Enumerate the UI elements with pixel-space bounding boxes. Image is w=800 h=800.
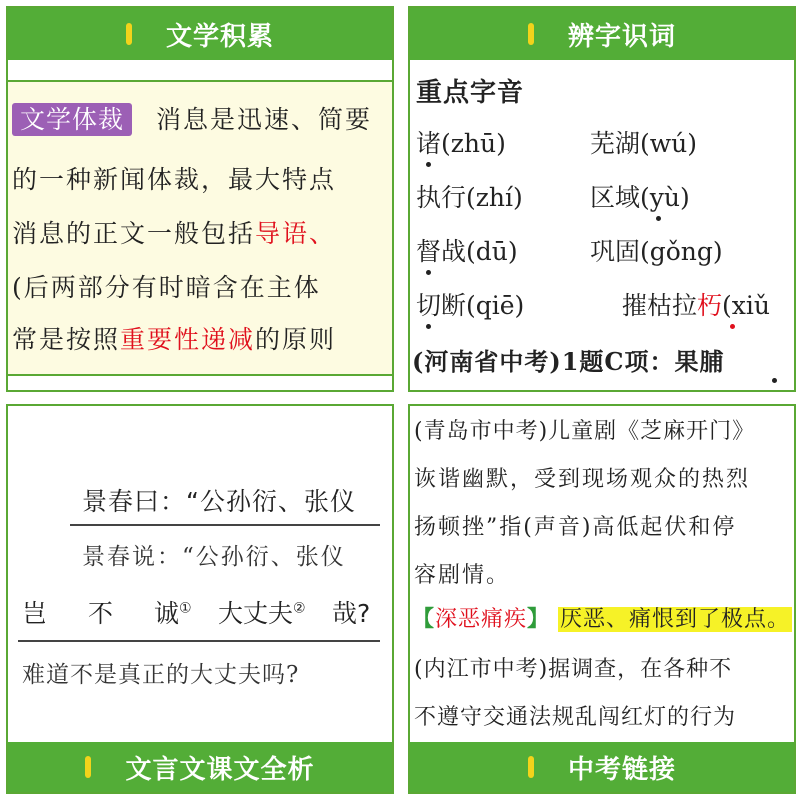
footer-title: 文言文课文全析: [125, 754, 315, 785]
exam-line: (河南省中考)1题C项：果脯: [412, 347, 725, 376]
text: 的原则: [255, 325, 337, 354]
header-title: 文学积累: [165, 21, 274, 52]
word: 岂: [22, 599, 48, 628]
emphasis-dot: [426, 324, 431, 329]
yellow-marker: [528, 23, 534, 45]
yellow-marker: [528, 756, 534, 778]
word: [218, 594, 306, 630]
header-title: 辨字识词: [567, 21, 676, 52]
bracket: 】: [527, 606, 551, 632]
emphasis-dot: [730, 324, 735, 329]
footnote-marker: ②: [293, 600, 306, 617]
text: 的一种新闻体裁，最大特点: [12, 165, 337, 194]
text: 摧枯拉: [622, 291, 698, 320]
text-line: 扬顿挫”指(声音)高低起伏和停: [414, 515, 737, 540]
highlight-text: 重要性递减: [120, 325, 256, 354]
text-line: (青岛市中考)儿童剧《芝麻开门》: [414, 419, 756, 444]
text: (后两部分有时暗含在主体: [12, 273, 321, 302]
footnote-marker: ①: [179, 600, 192, 617]
text-line-3: [12, 214, 336, 250]
word-row: [22, 594, 384, 634]
translation-line: 景春说：“公孙衍、张仪: [82, 544, 346, 570]
highlight-text: 导语、: [255, 219, 337, 248]
text-line: 容剧情。: [414, 563, 511, 588]
yellow-marker: [126, 23, 132, 45]
word: [154, 594, 192, 630]
panel-characters: [408, 6, 796, 392]
text-line: 不遵守交通法规乱闯红灯的行为: [414, 705, 737, 730]
idiom-meaning: 厌恶、痛恨到了极点。: [560, 607, 791, 632]
text: 诚: [154, 599, 180, 628]
bracket: 【: [412, 606, 436, 632]
pinyin-entry: 区域(yù): [590, 183, 690, 212]
footer-title: 中考链接: [567, 754, 676, 785]
divider: [70, 524, 380, 526]
translation-line: 难道不是真正的大丈夫吗?: [22, 662, 300, 688]
text: 消息是迅速、简要: [155, 105, 372, 134]
text-line-4: [12, 268, 321, 304]
text: 大丈夫: [218, 599, 294, 628]
emphasis-dot: [426, 270, 431, 275]
genre-tag: 文学体裁: [12, 103, 132, 136]
idiom-word: 深恶痛疾: [435, 607, 528, 632]
pinyin-entry: [622, 286, 770, 322]
text-line-5: [12, 320, 336, 356]
word: 不: [88, 599, 114, 628]
text-line-1: [12, 100, 372, 136]
word: 哉?: [332, 599, 371, 628]
pinyin-entry: 督战(dū): [416, 237, 518, 266]
text-line: (内江市中考)据调查，在各种不: [414, 657, 733, 682]
panel-footer: [8, 742, 392, 792]
yellow-marker: [85, 756, 91, 778]
panel-classical-text: [6, 404, 394, 794]
panel-literature: [6, 6, 394, 392]
original-text-line: 景春曰：“公孙衍、张仪: [82, 487, 356, 516]
text-line-2: [12, 160, 336, 196]
pinyin-entry: 执行(zhí): [416, 183, 523, 212]
idiom-line: [412, 602, 792, 633]
text: 常是按照: [12, 325, 121, 354]
text-line: 诙谐幽默，受到现场观众的热烈: [414, 467, 751, 492]
panel-footer: [410, 742, 794, 792]
emphasis-dot: [656, 216, 661, 221]
highlight-char: 朽: [697, 291, 723, 320]
panel-exam-links: [408, 404, 796, 794]
text: (xiǔ: [722, 291, 770, 320]
emphasis-dot: [426, 162, 431, 167]
pinyin-entry: 切断(qiē): [416, 291, 525, 320]
section-title: 重点字音: [416, 78, 525, 108]
content-box: [8, 80, 394, 376]
pinyin-entry: 巩固(gǒng): [590, 237, 723, 266]
divider: [18, 640, 380, 642]
text: 消息的正文一般包括: [12, 219, 256, 248]
panel-header: [8, 8, 392, 60]
panel-header: [410, 8, 794, 60]
pinyin-entry: 诸(zhū): [416, 129, 506, 158]
emphasis-dot: [772, 378, 777, 383]
pinyin-entry: 芜湖(wú): [590, 129, 698, 158]
